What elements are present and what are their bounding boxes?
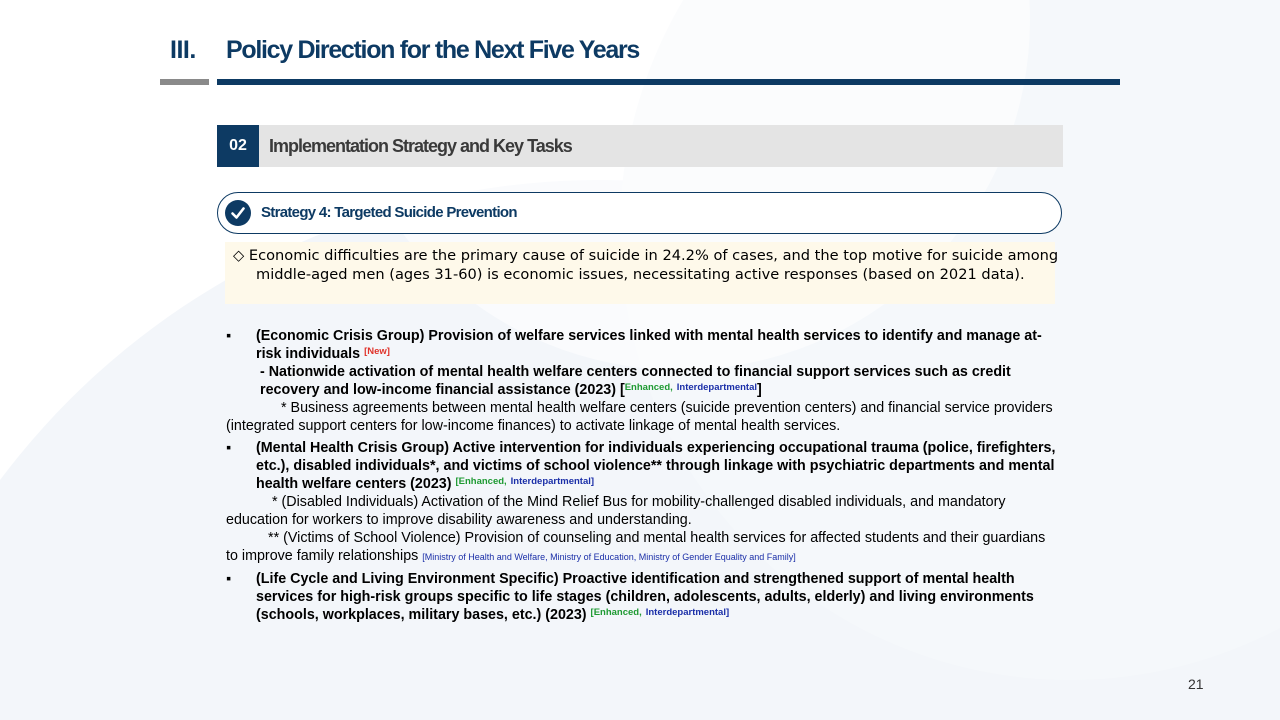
interdepartmental-tag: Interdepartmental] (510, 476, 595, 487)
ministry-tag: [Ministry of Health and Welfare, Ministry of Education, Ministry of Gender Equality and Family] (422, 552, 796, 562)
interdepartmental-tag: Interdepartmental (676, 382, 757, 393)
subsection-number: 02 (217, 125, 259, 167)
subsection-header (217, 125, 1063, 167)
list-item (226, 570, 1056, 624)
item-text: (Mental Health Crisis Group) Active intervention for individuals experiencing occupational trauma (police, firefighters, etc.), disabled individuals*, and victims of school violence** through linkage with psychiatric departments and mental health welfare centers (2023) (256, 440, 1056, 492)
enhanced-tag: Enhanced, (624, 382, 673, 393)
square-bullet-icon: ▪ (226, 328, 232, 344)
page-number: 21 (1188, 676, 1204, 692)
item-text: (Life Cycle and Living Environment Specific) Proactive identification and strengthened support of mental health services for high-risk groups specific to life stages (children, adolescents, adults, elderly) and living environments (schools, workplaces, military bases, etc.) (2023) (256, 571, 1034, 623)
footnote (226, 493, 1056, 529)
enhanced-tag: [Enhanced, (455, 476, 507, 487)
check-icon-glyph (230, 205, 246, 221)
interdepartmental-tag: Interdepartmental] (645, 607, 730, 618)
square-bullet-icon: ▪ (226, 571, 232, 587)
strategy-label: Strategy 4: Targeted Suicide Prevention (261, 204, 517, 221)
square-bullet-icon: ▪ (226, 440, 232, 456)
title-underline-accent (160, 79, 209, 85)
list-item (226, 439, 1056, 493)
strategy-banner (217, 192, 1062, 234)
title-underline (217, 79, 1120, 85)
list-sub-item: - Nationwide activation of mental health welfare centers connected to financial support services such as credit recovery and low-income financial assistance (2023) [$^{Enhanced,}$ $^{Interdepartmental}$] (260, 364, 1011, 398)
list-item (226, 327, 1056, 363)
item-text: (Economic Crisis Group) Provision of welfare services linked with mental health services to identify and manage at-risk individuals (256, 328, 1042, 362)
footnote-text: * (Disabled Individuals) Activation of the Mind Relief Bus for mobility-challenged disabled individuals, and mandatory education for workers to improve disability awareness and understanding. (226, 494, 1006, 528)
check-icon (225, 200, 251, 226)
summary-box (225, 242, 1059, 304)
footnote-text: * Business agreements between mental health welfare centers (suicide prevention centers) and financial service providers (integrated support centers for low-income finances) to activate linkage of mental health services. (226, 400, 1053, 434)
new-tag: [New] (364, 346, 390, 357)
section-number: III. (170, 36, 196, 64)
footnote (226, 529, 1056, 566)
summary-text-block (233, 246, 1072, 284)
task-list (226, 327, 1056, 624)
summary-text: Economic difficulties are the primary cause of suicide in 24.2% of cases, and the top motive for suicide among middle-aged men (ages 31-60) is economic issues, necessitating active responses (based on 2021 data). (248, 247, 1059, 283)
diamond-bullet-icon: ◇ (233, 247, 245, 264)
sub-item-text: - Nationwide activation of mental health welfare centers connected to financial support services such as credit recovery and low-income financial assistance (2023) (260, 364, 1011, 398)
footnote-text: ** (Victims of School Violence) Provision of counseling and mental health services for affected students and their guardians to improve family relationships (226, 530, 1046, 564)
enhanced-tag: [Enhanced, (590, 607, 642, 618)
footnote (226, 399, 1056, 435)
section-title: Policy Direction for the Next Five Years (226, 36, 639, 64)
subsection-title: Implementation Strategy and Key Tasks (269, 136, 572, 156)
